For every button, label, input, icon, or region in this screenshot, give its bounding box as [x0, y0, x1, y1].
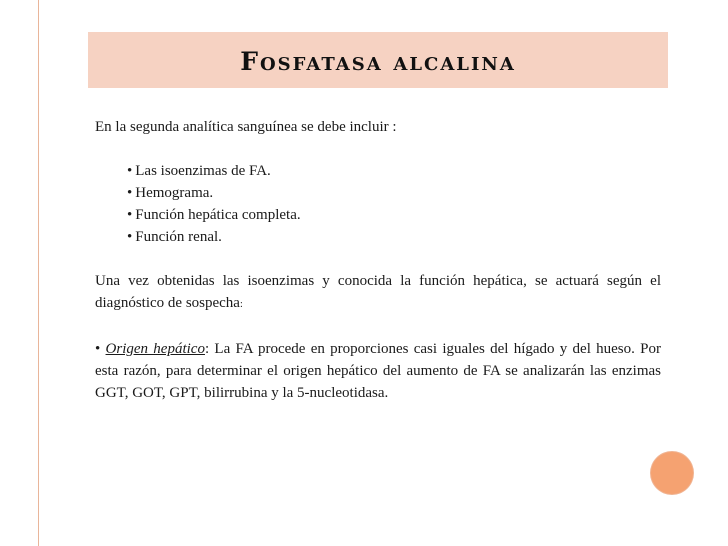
- slide-content: [95, 116, 661, 404]
- intro-text: En la segunda analítica sanguínea se debe incluir :: [95, 119, 397, 135]
- list-item: • Las isoenzimas de FA.: [127, 163, 271, 179]
- list-item: • Función renal.: [127, 229, 222, 245]
- left-decorative-rule: [38, 0, 39, 546]
- diagnosis-paragraph: Una vez obtenidas las isoenzimas y conocida la función hepática, se actuará según el diagnóstico de sospecha:: [95, 273, 661, 311]
- bullet-icon: •: [127, 185, 133, 201]
- list-item: • Hemograma.: [127, 185, 214, 201]
- bullet-icon: •: [127, 163, 133, 179]
- decorative-circle: [651, 452, 693, 494]
- bullet-icon: •: [127, 207, 133, 223]
- origin-label: Origen hepático: [105, 341, 205, 357]
- bullet-icon: •: [127, 229, 133, 245]
- slide-title: Fosfatasa alcalina: [240, 47, 516, 76]
- list-item: • Función hepática completa.: [127, 207, 301, 223]
- bullet-icon: •: [95, 341, 101, 357]
- origin-paragraph: [95, 338, 661, 404]
- requirements-list: [95, 160, 661, 248]
- origin-text: : La FA procede en proporciones casi iguales del hígado y del hueso. Por esta razón, para determinar el origen hepático del aumento de FA se analizarán las enzimas GGT, GOT, GPT, bilirrubina y la 5-nucleotidasa.: [95, 341, 662, 401]
